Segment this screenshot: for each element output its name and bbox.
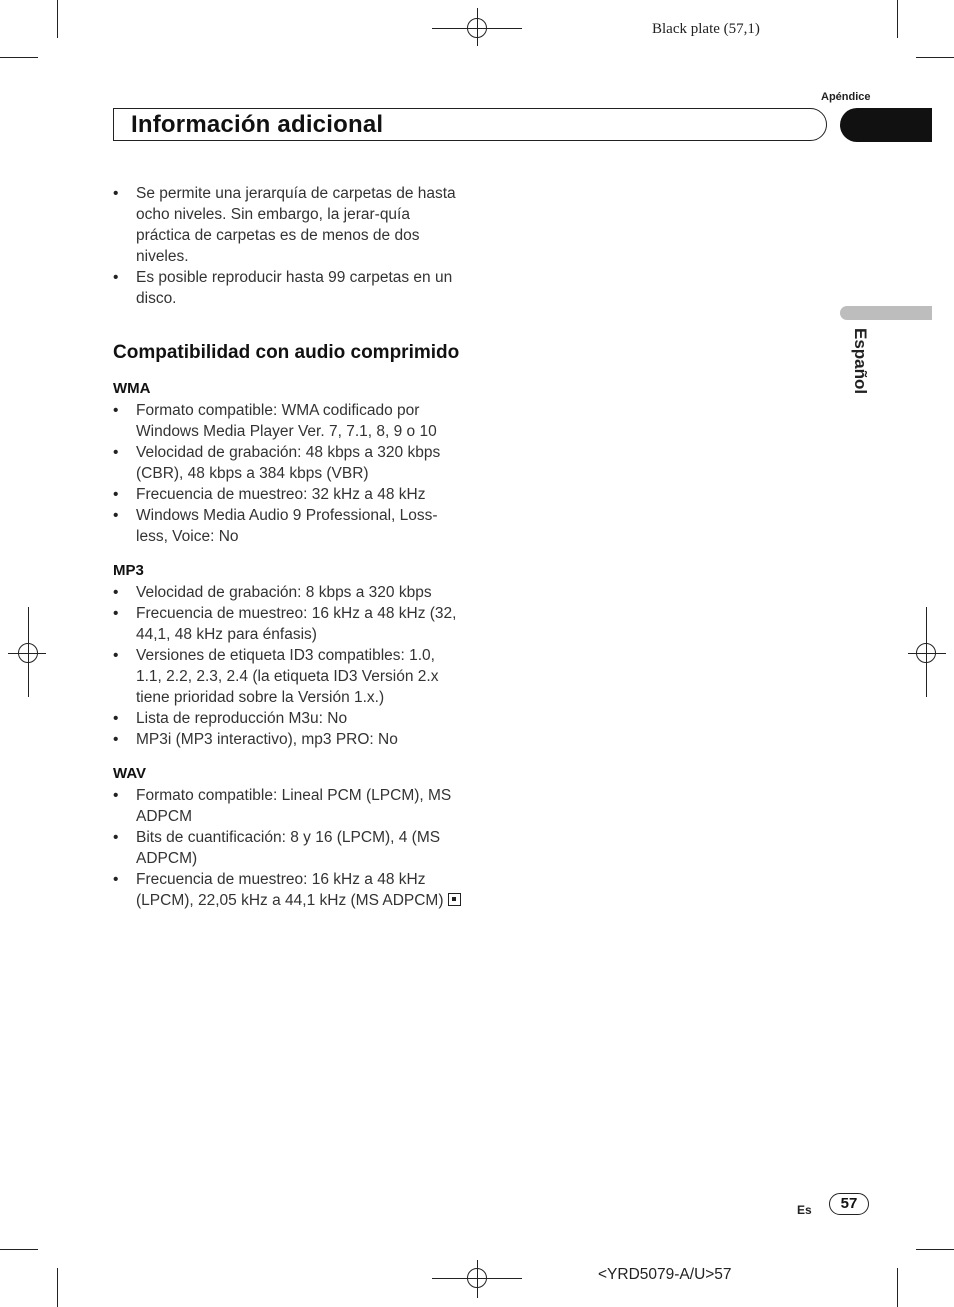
page-title: Información adicional [131, 111, 384, 138]
list-item: • Se permite una jerarquía de carpetas de hasta ocho niveles. Sin embargo, la jerar-quía práctica de carpetas es de menos de dos niveles. [113, 183, 463, 267]
list-item: • Formato compatible: WMA codificado por Windows Media Player Ver. 7, 7.1, 8, 9 o 10 [113, 400, 463, 442]
main-content [113, 183, 463, 911]
list-item: • Frecuencia de muestreo: 16 kHz a 48 kHz (32, 44,1, 48 kHz para énfasis) [113, 603, 463, 645]
plate-label: Black plate (57,1) [652, 21, 760, 37]
list-item: • Velocidad de grabación: 8 kbps a 320 kbps [113, 582, 463, 603]
mp3-heading: MP3 [113, 562, 144, 579]
wav-list [113, 785, 463, 911]
language-tab-label: Español [851, 328, 870, 395]
list-item: • Formato compatible: Lineal PCM (LPCM), MS ADPCM [113, 785, 463, 827]
title-bar [113, 108, 827, 141]
list-item: • Velocidad de grabación: 48 kbps a 320 kbps (CBR), 48 kbps a 384 kbps (VBR) [113, 442, 463, 484]
list-item: • Lista de reproducción M3u: No [113, 708, 463, 729]
wav-heading: WAV [113, 765, 147, 782]
language-code: Es [797, 1203, 812, 1217]
section-heading: Compatibilidad con audio comprimido [113, 342, 460, 363]
list-item: • Frecuencia de muestreo: 32 kHz a 48 kHz [113, 484, 463, 505]
end-of-section-icon [448, 893, 461, 906]
language-grey-tab [840, 306, 932, 320]
document-code: <YRD5079-A/U>57 [598, 1266, 732, 1283]
list-item: • Es posible reproducir hasta 99 carpetas en un disco. [113, 267, 463, 309]
section-tag: Apéndice [821, 91, 871, 103]
section-black-tab [840, 108, 932, 142]
intro-list [113, 183, 463, 309]
language-tab [826, 328, 886, 408]
list-item-text: Frecuencia de muestreo: 16 kHz a 48 kHz (LPCM), 22,05 kHz a 44,1 kHz (MS ADPCM) [136, 871, 444, 909]
list-item: • Windows Media Audio 9 Professional, Loss-less, Voice: No [113, 505, 463, 547]
page-number: 57 [829, 1193, 869, 1215]
list-item: • MP3i (MP3 interactivo), mp3 PRO: No [113, 729, 463, 750]
list-item: • Versiones de etiqueta ID3 compatibles: 1.0, 1.1, 2.2, 2.3, 2.4 (la etiqueta ID3 Versión 2.x tiene prioridad sobre la Versión 1.x.) [113, 645, 463, 708]
wma-heading: WMA [113, 380, 151, 397]
wma-list [113, 400, 463, 547]
list-item-last [113, 869, 463, 911]
mp3-list [113, 582, 463, 750]
list-item: • Bits de cuantificación: 8 y 16 (LPCM), 4 (MS ADPCM) [113, 827, 463, 869]
